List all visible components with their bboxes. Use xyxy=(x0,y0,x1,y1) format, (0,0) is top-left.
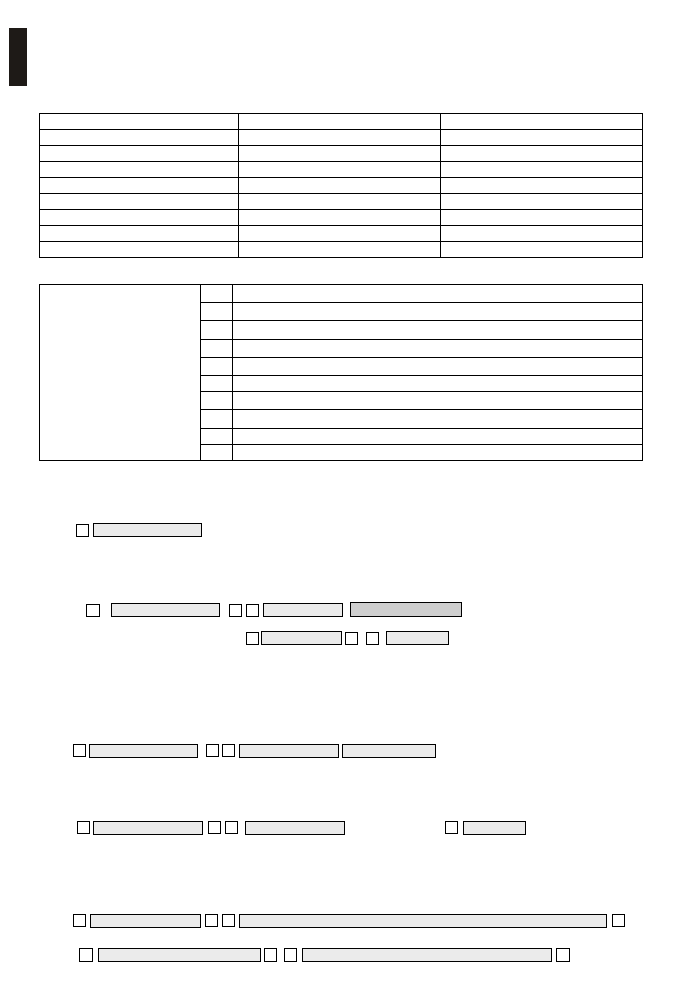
checkbox[interactable] xyxy=(73,914,86,927)
table-cell xyxy=(40,146,239,162)
input-field[interactable] xyxy=(93,523,202,537)
table-row xyxy=(40,242,643,258)
checkbox[interactable] xyxy=(76,524,89,537)
input-field-wide[interactable] xyxy=(239,914,607,928)
table-cell xyxy=(441,210,643,226)
table-row xyxy=(40,194,643,210)
key-cell xyxy=(201,358,233,376)
value-cell xyxy=(233,410,643,429)
input-field[interactable] xyxy=(98,948,261,962)
checkbox[interactable] xyxy=(225,821,238,834)
value-cell xyxy=(233,429,643,445)
table-cell xyxy=(239,114,441,130)
value-cell xyxy=(233,340,643,358)
input-field[interactable] xyxy=(93,821,203,835)
checkbox[interactable] xyxy=(445,821,458,834)
value-cell xyxy=(233,392,643,410)
value-cell xyxy=(233,376,643,392)
value-cell xyxy=(233,303,643,321)
key-cell xyxy=(201,445,233,461)
table-cell xyxy=(441,242,643,258)
key-cell xyxy=(201,429,233,445)
key-cell xyxy=(201,410,233,429)
checkbox[interactable] xyxy=(73,744,86,757)
table-cell xyxy=(441,226,643,242)
key-cell xyxy=(201,303,233,321)
key-cell xyxy=(201,376,233,392)
value-cell xyxy=(233,285,643,303)
table-row xyxy=(40,285,643,303)
checkbox[interactable] xyxy=(556,948,570,962)
table-row xyxy=(40,114,643,130)
input-field[interactable] xyxy=(89,744,198,758)
checkbox[interactable] xyxy=(612,914,625,927)
table-row xyxy=(40,130,643,146)
checkbox[interactable] xyxy=(79,948,93,962)
table-cell xyxy=(40,242,239,258)
input-field[interactable] xyxy=(261,631,342,645)
table-cell xyxy=(40,130,239,146)
table-cell xyxy=(441,162,643,178)
checkbox[interactable] xyxy=(246,604,259,617)
checkbox[interactable] xyxy=(77,821,90,834)
table-cell xyxy=(239,162,441,178)
table-cell xyxy=(40,226,239,242)
table-cell xyxy=(239,242,441,258)
table-cell xyxy=(40,114,239,130)
table-cell xyxy=(441,130,643,146)
table-cell xyxy=(239,130,441,146)
key-cell xyxy=(201,340,233,358)
checkbox[interactable] xyxy=(86,604,100,617)
table-row xyxy=(40,178,643,194)
value-cell xyxy=(233,358,643,376)
input-field[interactable] xyxy=(386,631,449,645)
input-field-highlighted[interactable] xyxy=(350,602,462,617)
table-cell xyxy=(441,146,643,162)
table-cell xyxy=(441,194,643,210)
checkbox[interactable] xyxy=(222,744,235,757)
value-cell xyxy=(233,321,643,340)
input-field[interactable] xyxy=(245,821,345,835)
table-cell xyxy=(441,178,643,194)
table-cell xyxy=(40,162,239,178)
checkbox[interactable] xyxy=(205,914,218,927)
input-field[interactable] xyxy=(263,603,343,617)
table-cell xyxy=(239,210,441,226)
side-label-cell xyxy=(40,285,201,461)
input-field[interactable] xyxy=(111,603,220,617)
checkbox[interactable] xyxy=(264,948,277,962)
table-cell xyxy=(239,226,441,242)
input-field[interactable] xyxy=(239,744,339,758)
value-cell xyxy=(233,445,643,461)
checkbox[interactable] xyxy=(366,632,379,645)
checkbox[interactable] xyxy=(345,632,358,645)
input-field[interactable] xyxy=(342,744,436,758)
detail-table xyxy=(39,284,643,461)
table-cell xyxy=(239,146,441,162)
table-row xyxy=(40,146,643,162)
table-row xyxy=(40,226,643,242)
table-row xyxy=(40,210,643,226)
table-cell xyxy=(40,194,239,210)
checkbox[interactable] xyxy=(206,744,219,757)
input-field[interactable] xyxy=(90,914,201,928)
key-cell xyxy=(201,392,233,410)
input-field[interactable] xyxy=(463,821,526,835)
table-cell xyxy=(40,210,239,226)
checkbox[interactable] xyxy=(229,604,242,617)
checkbox[interactable] xyxy=(246,632,259,645)
key-cell xyxy=(201,285,233,303)
section-tab-marker xyxy=(9,28,27,86)
table-row xyxy=(40,162,643,178)
checkbox[interactable] xyxy=(208,821,221,834)
table-cell xyxy=(441,114,643,130)
checkbox[interactable] xyxy=(284,948,297,962)
table-cell xyxy=(239,178,441,194)
table-cell xyxy=(40,178,239,194)
input-field-wide[interactable] xyxy=(302,948,552,962)
checkbox[interactable] xyxy=(222,914,235,927)
table-cell xyxy=(239,194,441,210)
key-cell xyxy=(201,321,233,340)
spec-table xyxy=(39,113,643,258)
